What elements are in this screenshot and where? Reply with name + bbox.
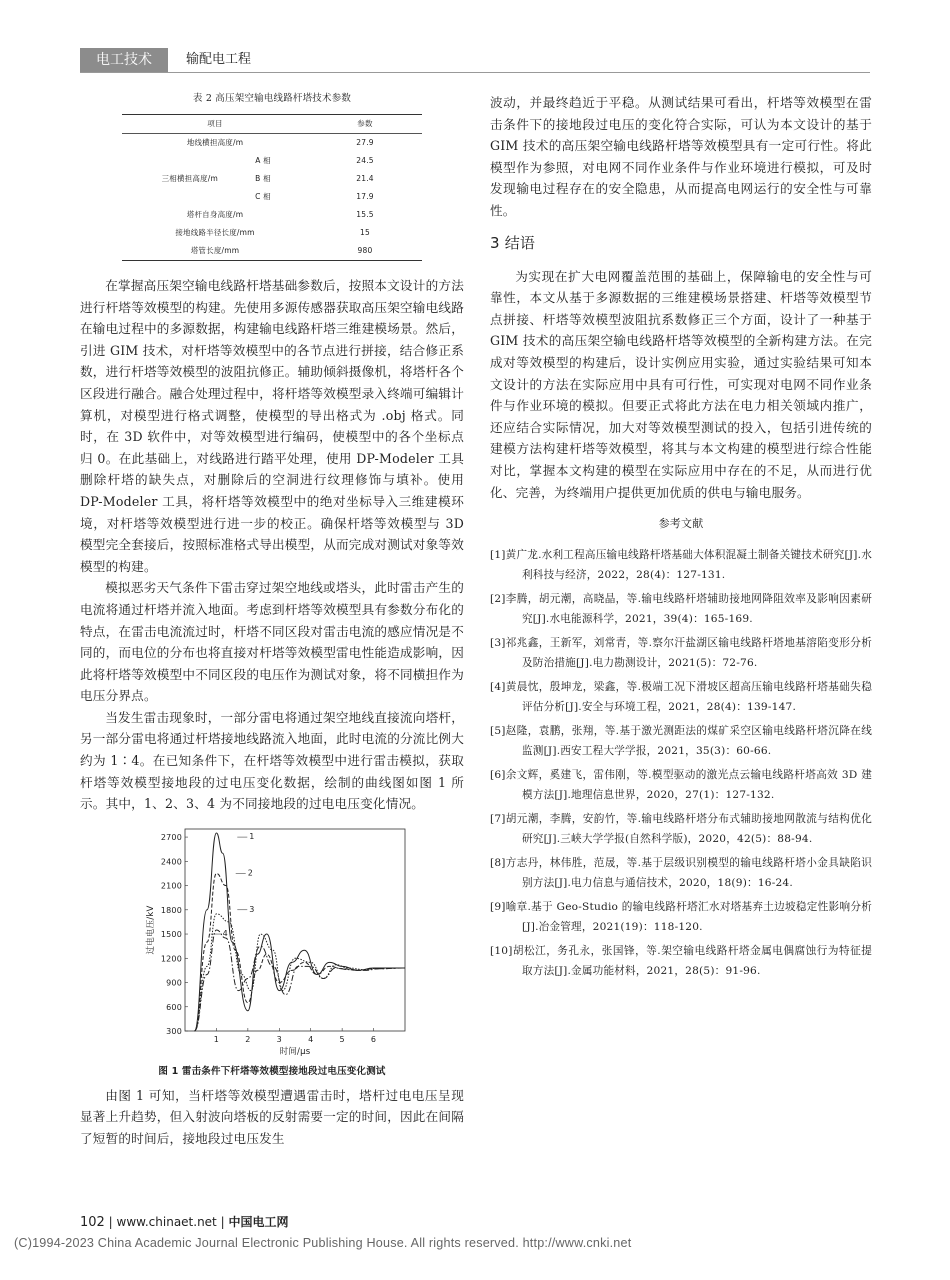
row-value: 27.9 xyxy=(356,138,374,147)
x-axis-label: 时间/μs xyxy=(279,1046,311,1057)
reference-item: [9]喻章.基于 Geo-Studio 的输电线路杆塔汇水对塔基弃土边坡稳定性影响分析[J].冶金管理，2021(19)：118-120. xyxy=(490,900,872,933)
row-item: 三相横担高度/m xyxy=(161,174,218,183)
series-label: 3 xyxy=(249,904,255,914)
brand-name: 中国电工网 xyxy=(228,1215,289,1229)
table-title: 表 2 高压架空输电线路杆塔技术参数 xyxy=(192,93,352,104)
row-item xyxy=(122,152,218,170)
right-column xyxy=(490,92,872,985)
table-body xyxy=(122,134,422,261)
paragraph: 在掌握高压架空输电线路杆塔基础参数后，按照本文设计的方法进行杆塔等效模型的构建。先使用多源传感器获取高压架空输电线路在输电过程中的多源数据，构建输电线路杆塔三维建模场景。然后，引进 GIM 技术，对杆塔等效模型中的各节点进行拼接，结合修正系数，进行杆塔等效模型的波阻抗修正。辅助倾斜摄像机，将塔杆各个区段进行融合。融合处理过程中，将杆塔等效模型录入终端可编辑计算机，对模型进行格式调整，使模型的导出格式为 .obj 格式。同时，在 3D 软件中，对等效模型进行编码，使模型中的各个坐标点归 0。在此基础上，对线路进行踏平处理，使用 DP-Modeler 工具删除杆塔的缺失点，对删除后的空洞进行纹理修饰与填补。使用 DP-Modeler 工具，将杆塔等效模型中的绝对坐标导入三维建模环境，对杆塔等效模型进行进一步的校正。确保杆塔等效模型与 3D 模型完全套接后，按照标准格式导出模型，从而完成对测试对象等效模型的构建。 xyxy=(80,278,464,574)
row-value: 15 xyxy=(360,228,370,237)
y-tick-label: 1800 xyxy=(160,905,182,915)
x-tick-label: 2 xyxy=(245,1034,251,1044)
row-value: 980 xyxy=(308,242,422,261)
y-tick-label: 2400 xyxy=(160,857,182,867)
table-row xyxy=(122,170,422,188)
row-item: 塔杆自身高度/m xyxy=(186,210,244,219)
series-line-2 xyxy=(194,873,405,1031)
reference-item: [8]方志丹，林伟胜，范晟，等.基于层级识别模型的输电线路杆塔小金具缺陷识别方法[J].电力信息与通信技术，2020，18(9)：16-24. xyxy=(490,856,872,889)
figure-caption: 图 1 雷击条件下杆塔等效模型接地段过电压变化测试 xyxy=(158,1065,386,1077)
row-item: 地线横担高度/m xyxy=(186,138,244,147)
page-number: 102 xyxy=(80,1215,105,1230)
table-row xyxy=(122,152,422,170)
paragraph: 模拟恶劣天气条件下雷击穿过架空地线或塔头，此时雷击产生的电流将通过杆塔并流入地面。考虑到杆塔等效模型具有参数分布化的特点，在雷击电流流过时，杆塔不同区段对雷击电流的感应情况是不同的，而电位的分布也将直接对杆塔等效模型雷电性能造成影响，因此将杆塔等效模型中不同区段的电压作为测试对象，将不同横担作为电压分界点。 xyxy=(80,580,464,704)
header-rule xyxy=(80,72,870,73)
paragraph: 由图 1 可知，当杆塔等效模型遭遇雷击时，塔杆过电电压呈现显著上升趋势，但入射波向塔板的反射需要一定的时间，因此在间隔了短暂的时间后，接地段过电压发生 xyxy=(80,1087,464,1147)
y-tick-label: 2700 xyxy=(160,832,182,842)
series-line-4 xyxy=(194,930,405,1031)
x-tick-label: 5 xyxy=(339,1034,345,1044)
reference-item: [1]黄广龙.水利工程高压输电线路杆塔基础大体积混凝土制备关键技术研究[J].水利科技与经济，2022，28(4)：127-131. xyxy=(490,548,872,581)
row-item xyxy=(122,188,218,206)
x-tick-label: 1 xyxy=(213,1034,220,1044)
row-sub: C 相 xyxy=(255,192,271,201)
row-value: 21.4 xyxy=(356,174,374,183)
series-label: 1 xyxy=(249,831,255,841)
y-tick-label: 300 xyxy=(166,1026,182,1036)
figure-1 xyxy=(80,821,464,1061)
journal-tag: 电工技术 xyxy=(80,48,168,72)
paragraph: 波动，并最终趋近于平稳。从测试结果可看出，杆塔等效模型在雷击条件下的接地段过电压的变化符合实际，可认为本文设计的基于 GIM 技术的高压架空输电线路杆塔等效模型具有一定可行性。将此模型作为参照，对电网不同作业条件与作业环境进行模拟，可及时发现输电过程存在的安全隐患，从而提高电网运行的安全性与可靠性。 xyxy=(490,95,872,218)
y-axis-label: 过电电压/kV xyxy=(146,905,156,955)
tech-params-table xyxy=(122,114,422,261)
voltage-chart xyxy=(80,821,464,1061)
table-row xyxy=(122,224,422,242)
copyright-notice: (C)1994-2023 China Academic Journal Electronic Publishing House. All rights reserved. http://www.cnki.net xyxy=(14,1236,632,1250)
y-tick-label: 600 xyxy=(166,1002,182,1012)
x-tick-label: 4 xyxy=(308,1034,314,1044)
page-footer xyxy=(80,1213,288,1230)
reference-item: [5]赵隆，袁鹏，张翔，等.基于激光测距法的煤矿采空区输电线路杆塔沉降在线监测[J].西安工程大学学报，2021，35(3)：60-66. xyxy=(490,724,872,757)
row-value: 17.9 xyxy=(356,192,374,201)
paragraph: 当发生雷击现象时，一部分雷电将通过架空地线直接流向塔杆，另一部分雷电将通过杆塔接地线路流入地面，此时电流的分流比例大约为 1∶4。在已知条件下，在杆塔等效模型中进行雷击模拟，获取杆塔等效模型接地段的过电压变化数据，绘制的曲线图如图 1 所示。其中，1、2、3、4 为不同接地段的过电电压变化情况。 xyxy=(80,709,464,812)
references-title: 参考文献 xyxy=(658,517,704,531)
row-value: 24.5 xyxy=(356,156,374,165)
row-value: 15.5 xyxy=(356,210,374,219)
series-label: 4 xyxy=(222,928,228,938)
left-column xyxy=(80,86,464,1150)
row-item: 接地线路半径长度/mm xyxy=(175,228,255,237)
row-sub: B 相 xyxy=(255,174,271,183)
table-row xyxy=(122,206,422,224)
y-tick-label: 1200 xyxy=(160,954,182,964)
reference-item: [2]李腾，胡元潮，高晓晶，等.输电线路杆塔辅助接地网降阻效率及影响因素研究[J].水电能源科学，2021，39(4)：165-169. xyxy=(490,592,872,625)
section-title: 3 结语 xyxy=(490,233,536,252)
y-tick-label: 1500 xyxy=(160,929,182,939)
divider: | xyxy=(220,1215,229,1229)
reference-list xyxy=(490,545,872,981)
section-name: 输配电工程 xyxy=(186,52,252,67)
reference-item: [7]胡元潮，李腾，安韵竹，等.输电线路杆塔分布式辅助接地网散流与结构优化研究[J].三峡大学学报(自然科学版)，2020，42(5)：88-94. xyxy=(490,812,872,845)
page-header xyxy=(80,48,870,74)
reference-item: [6]余文辉，奚建飞，雷伟刚，等.模型驱动的激光点云输电线路杆塔高效 3D 建模方法[J].地理信息世界，2020，27(1)：127-132. xyxy=(490,768,872,801)
row-item: 塔管长度/mm xyxy=(122,242,308,261)
table-row xyxy=(122,134,422,153)
series-label: 2 xyxy=(247,868,254,878)
reference-item: [3]祁兆鑫，王新军，刘常青，等.察尔汗盐湖区输电线路杆塔地基溶陷变形分析及防治措施[J].电力勘测设计，2021(5)：72-76. xyxy=(490,636,872,669)
row-sub: A 相 xyxy=(255,156,271,165)
y-tick-label: 2100 xyxy=(160,881,182,891)
site-link[interactable]: www.chinaet.net xyxy=(116,1215,217,1229)
table-header-row xyxy=(122,115,422,134)
x-tick-label: 6 xyxy=(370,1034,377,1044)
col-value-header: 参数 xyxy=(308,115,422,134)
y-tick-label: 900 xyxy=(166,978,182,988)
table-row xyxy=(122,242,422,261)
col-item-header: 项目 xyxy=(122,115,308,134)
paragraph: 为实现在扩大电网覆盖范围的基础上，保障输电的安全性与可靠性，本文从基于多源数据的三维建模场景搭建、杆塔等效模型节点拼接、杆塔等效模型波阻抗系数修正三个方面，设计了一种基于 GIM 技术的高压架空输电线路杆塔等效模型的全新构建方法。在完成对等效模型的构建后，设计实例应用实验，通过实验结果可知本文设计的方法在实际应用中具有可行性，可实现对电网不同作业条件与作业环境的模拟。但要正式将此方法在电力相关领域内推广，还应结合实际情况，加大对等效模型测试的投入，包括引进传统的建模方法构建杆塔等效模型，将其与本文构建的模型进行综合性能对比，掌握本文构建的模型在实际应用中存在的不足，从而进行优化、完善，为终端用户提供更加优质的供电与输电服务。 xyxy=(490,268,872,500)
divider: | xyxy=(108,1215,117,1229)
x-tick-label: 3 xyxy=(276,1034,282,1044)
reference-item: [10]胡松江，务孔永，张国锋，等.架空输电线路杆塔金属电偶腐蚀行为特征提取方法[J].金属功能材料，2021，28(5)：91-96. xyxy=(490,944,872,977)
table-row xyxy=(122,188,422,206)
reference-item: [4]黄晨忱，殷坤龙，梁鑫，等.极端工况下滑坡区超高压输电线路杆塔基础失稳评估分析[J].安全与环境工程，2021，28(4)：139-147. xyxy=(490,680,872,713)
